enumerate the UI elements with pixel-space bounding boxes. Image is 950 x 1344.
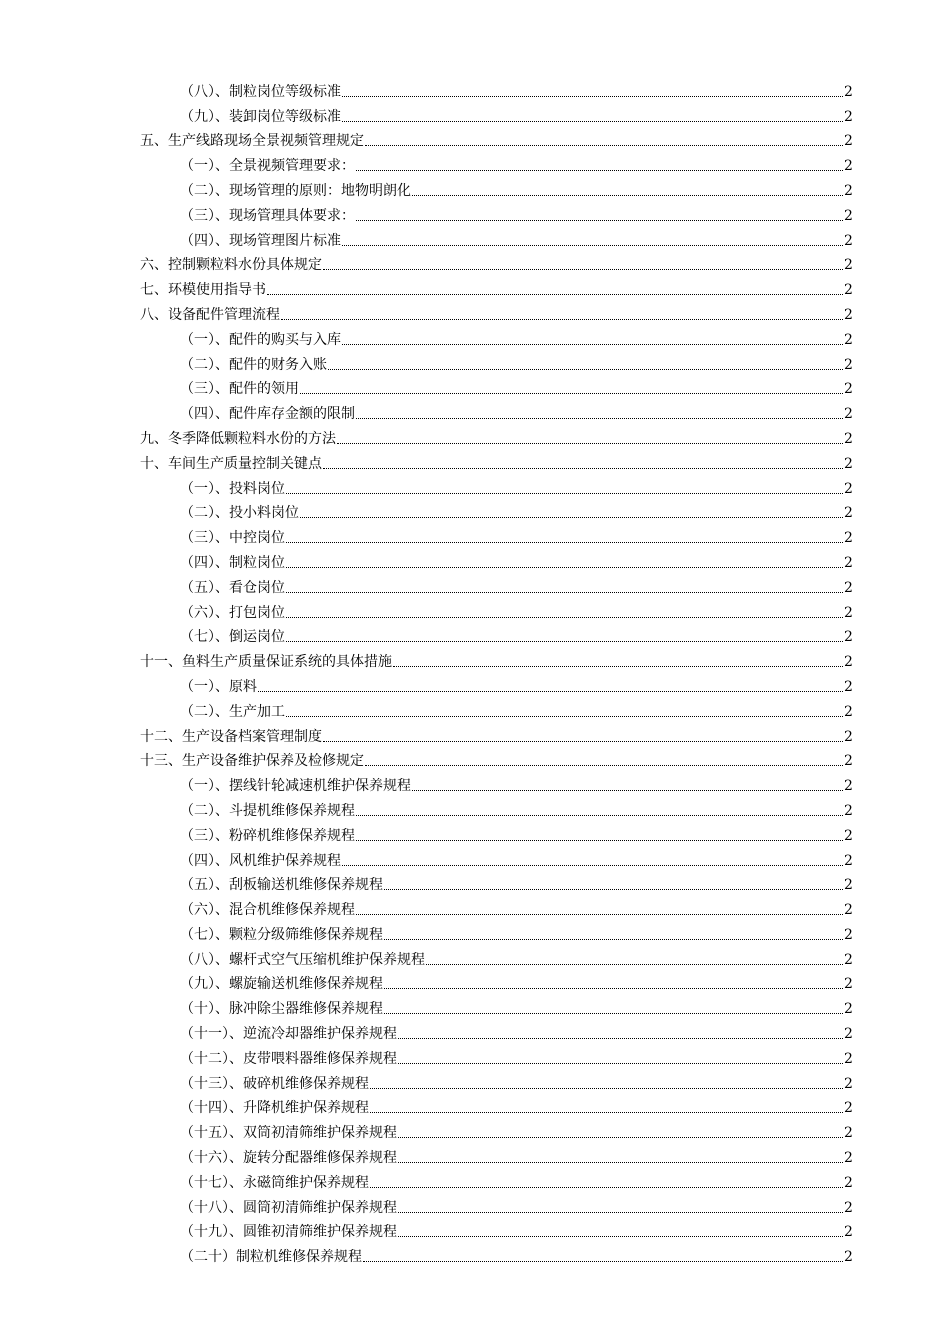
dot-leader [342, 343, 843, 345]
toc-entry-title: （一）、摆线针轮减速机维护保养规程 [180, 778, 411, 795]
toc-entry[interactable] [0, 274, 950, 299]
dot-leader [398, 1037, 843, 1039]
toc-entry[interactable] [0, 597, 950, 622]
toc-entry[interactable] [0, 1241, 950, 1266]
toc-entry[interactable] [0, 374, 950, 399]
dot-leader [342, 244, 843, 246]
dot-leader [286, 616, 843, 618]
dot-leader [398, 1062, 843, 1064]
dot-leader [370, 1186, 843, 1188]
toc-page-number: 2 [844, 1075, 853, 1092]
toc-page-number: 2 [844, 83, 853, 100]
toc-entry[interactable] [0, 448, 950, 473]
toc-entry-title: （八）、螺杆式空气压缩机维护保养规程 [180, 951, 425, 968]
toc-page-number: 2 [844, 406, 853, 423]
toc-entry[interactable] [0, 795, 950, 820]
toc-entry-title: 十三、生产设备维护保养及检修规定 [140, 753, 364, 770]
toc-entry-title: （十九）、圆锥初清筛维护保养规程 [180, 1224, 397, 1241]
dot-leader [356, 913, 843, 915]
toc-entry-title: （三）、粉碎机维修保养规程 [180, 827, 355, 844]
toc-page-number: 2 [844, 381, 853, 398]
toc-entry-title: 五、生产线路现场全景视频管理规定 [140, 133, 364, 150]
toc-page-number: 2 [844, 1026, 853, 1043]
toc-page-number: 2 [844, 579, 853, 596]
toc-entry[interactable] [0, 150, 950, 175]
toc-entry-title: （二）、配件的财务入账 [180, 356, 327, 373]
dot-leader [356, 169, 843, 171]
dot-leader [398, 1211, 843, 1213]
toc-entry[interactable] [0, 1167, 950, 1192]
dot-leader [412, 194, 843, 196]
toc-entry-title: （二）、生产加工 [180, 703, 285, 720]
toc-page-number: 2 [844, 703, 853, 720]
toc-entry[interactable] [0, 696, 950, 721]
toc-page-number: 2 [844, 133, 853, 150]
dot-leader [384, 888, 843, 890]
toc-entry[interactable] [0, 250, 950, 275]
toc-entry-title: （十六）、旋转分配器维修保养规程 [180, 1150, 397, 1167]
toc-entry-title: （一）、配件的购买与入库 [180, 331, 341, 348]
toc-page-number: 2 [844, 1150, 853, 1167]
toc-entry-title: （八）、制粒岗位等级标准 [180, 83, 341, 100]
toc-entry-title: （五）、看仓岗位 [180, 579, 285, 596]
toc-page-number: 2 [844, 331, 853, 348]
toc-entry[interactable] [0, 498, 950, 523]
toc-page-number: 2 [844, 455, 853, 472]
dot-leader [342, 864, 843, 866]
toc-entry-title: 十二、生产设备档案管理制度 [140, 728, 322, 745]
dot-leader [356, 417, 843, 419]
toc-page-number: 2 [844, 604, 853, 621]
toc-entry-title: （六）、混合机维修保养规程 [180, 902, 355, 919]
toc-page-number: 2 [844, 530, 853, 547]
toc-page-number: 2 [844, 654, 853, 671]
toc-entry-title: （三）、现场管理具体要求： [180, 207, 355, 224]
dot-leader [286, 541, 843, 543]
toc-entry[interactable] [0, 622, 950, 647]
toc-entry-title: 七、环模使用指导书 [140, 282, 266, 299]
dot-leader [426, 963, 843, 965]
dot-leader [300, 392, 843, 394]
dot-leader [323, 467, 843, 469]
toc-entry[interactable] [0, 894, 950, 919]
toc-entry-title: （十）、脉冲除尘器维修保养规程 [180, 1001, 383, 1018]
toc-entry-title: （十四）、升降机维护保养规程 [180, 1100, 369, 1117]
toc-entry[interactable] [0, 820, 950, 845]
toc-entry-title: （十二）、皮带喂料器维修保养规程 [180, 1050, 397, 1067]
toc-entry[interactable] [0, 1192, 950, 1217]
toc-page-number: 2 [844, 877, 853, 894]
toc-page-number: 2 [844, 753, 853, 770]
toc-page-number: 2 [844, 1224, 853, 1241]
toc-page-number: 2 [844, 108, 853, 125]
toc-entry-title: （四）、现场管理图片标准 [180, 232, 341, 249]
toc-entry[interactable] [0, 1018, 950, 1043]
toc-page-number: 2 [844, 480, 853, 497]
toc-entry[interactable] [0, 646, 950, 671]
toc-page-number: 2 [844, 852, 853, 869]
toc-entry[interactable] [0, 522, 950, 547]
toc-entry-title: （一）、全景视频管理要求： [180, 158, 355, 175]
toc-page-number: 2 [844, 1174, 853, 1191]
dot-leader [398, 1136, 843, 1138]
dot-leader [398, 1161, 843, 1163]
toc-page-number: 2 [844, 926, 853, 943]
toc-entry[interactable] [0, 349, 950, 374]
toc-entry-title: （三）、配件的领用 [180, 381, 299, 398]
toc-page-number: 2 [844, 1249, 853, 1266]
toc-entry[interactable] [0, 1043, 950, 1068]
dot-leader [328, 368, 843, 370]
dot-leader [365, 144, 843, 146]
toc-page-number: 2 [844, 951, 853, 968]
dot-leader [286, 566, 843, 568]
dot-leader [370, 1111, 843, 1113]
dot-leader [384, 1012, 843, 1014]
toc-page-number: 2 [844, 257, 853, 274]
toc-entry[interactable] [0, 919, 950, 944]
toc-entry[interactable] [0, 423, 950, 448]
toc-entry[interactable] [0, 1068, 950, 1093]
dot-leader [365, 764, 843, 766]
toc-entry-title: （五）、刮板输送机维修保养规程 [180, 877, 383, 894]
toc-entry-title: （一）、投料岗位 [180, 480, 285, 497]
toc-entry-title: （四）、制粒岗位 [180, 554, 285, 571]
dot-leader [267, 293, 843, 295]
toc-page-number: 2 [844, 505, 853, 522]
toc-entry[interactable] [0, 969, 950, 994]
toc-page-number: 2 [844, 306, 853, 323]
toc-page-number: 2 [844, 182, 853, 199]
toc-page-number: 2 [844, 1050, 853, 1067]
toc-page-number: 2 [844, 207, 853, 224]
dot-leader [286, 591, 843, 593]
toc-entry-title: （四）、风机维护保养规程 [180, 852, 341, 869]
toc-page-number: 2 [844, 902, 853, 919]
toc-entry-title: （十三）、破碎机维修保养规程 [180, 1075, 369, 1092]
dot-leader [337, 442, 843, 444]
toc-entry[interactable] [0, 721, 950, 746]
dot-leader [356, 814, 843, 816]
toc-entry[interactable] [0, 1142, 950, 1167]
dot-leader [398, 1235, 843, 1237]
dot-leader [323, 268, 843, 270]
toc-entry-title: （一）、原料 [180, 678, 257, 695]
toc-page-number: 2 [844, 1199, 853, 1216]
toc-page-number: 2 [844, 232, 853, 249]
dot-leader [286, 492, 843, 494]
toc-entry[interactable] [0, 175, 950, 200]
dot-leader [281, 318, 843, 320]
toc-entry-title: （四）、配件库存金额的限制 [180, 406, 355, 423]
toc-page-number: 2 [844, 802, 853, 819]
toc-entry-title: 十一、鱼料生产质量保证系统的具体措施 [140, 654, 392, 671]
toc-entry-title: （三）、中控岗位 [180, 530, 285, 547]
toc-entry[interactable] [0, 944, 950, 969]
toc-page-number: 2 [844, 356, 853, 373]
dot-leader [384, 938, 843, 940]
toc-entry[interactable] [0, 1093, 950, 1118]
toc-entry[interactable] [0, 572, 950, 597]
toc-entry[interactable] [0, 324, 950, 349]
dot-leader [363, 1260, 843, 1262]
dot-leader [384, 987, 843, 989]
toc-page-number: 2 [844, 1100, 853, 1117]
toc-entry-title: （二）、斗提机维修保养规程 [180, 802, 355, 819]
dot-leader [258, 690, 843, 692]
toc-entry[interactable] [0, 101, 950, 126]
toc-page-number: 2 [844, 1125, 853, 1142]
toc-entry-title: （七）、倒运岗位 [180, 629, 285, 646]
toc-entry[interactable] [0, 746, 950, 771]
toc-entry-title: （二）、现场管理的原则：地物明朗化 [180, 182, 411, 199]
toc-entry-title: （七）、颗粒分级筛维修保养规程 [180, 926, 383, 943]
toc-entry[interactable] [0, 473, 950, 498]
dot-leader [393, 665, 843, 667]
dot-leader [323, 740, 843, 742]
toc-entry[interactable] [0, 225, 950, 250]
toc-entry-title: （十八）、圆筒初清筛维护保养规程 [180, 1199, 397, 1216]
toc-entry[interactable] [0, 870, 950, 895]
toc-entry-title: 六、控制颗粒料水份具体规定 [140, 257, 322, 274]
toc-entry-title: （二十）制粒机维修保养规程 [180, 1249, 362, 1266]
dot-leader [286, 640, 843, 642]
toc-entry-title: （十五）、双筒初清筛维护保养规程 [180, 1125, 397, 1142]
toc-page-number: 2 [844, 976, 853, 993]
toc-page-number: 2 [844, 282, 853, 299]
toc-entry-title: （九）、装卸岗位等级标准 [180, 108, 341, 125]
toc-entry[interactable] [0, 993, 950, 1018]
toc-entry-title: 九、冬季降低颗粒料水份的方法 [140, 430, 336, 447]
toc-page-number: 2 [844, 678, 853, 695]
toc-page-number: 2 [844, 827, 853, 844]
dot-leader [412, 789, 843, 791]
toc-page-number: 2 [844, 158, 853, 175]
toc-entry[interactable] [0, 547, 950, 572]
toc-entry-title: （九）、螺旋输送机维修保养规程 [180, 976, 383, 993]
dot-leader [300, 516, 843, 518]
toc-entry[interactable] [0, 671, 950, 696]
toc-page-number: 2 [844, 430, 853, 447]
toc-page-number: 2 [844, 778, 853, 795]
toc-entry[interactable] [0, 76, 950, 101]
dot-leader [286, 715, 843, 717]
toc-entry-title: （二）、投小料岗位 [180, 505, 299, 522]
table-of-contents [0, 76, 950, 1266]
toc-page-number: 2 [844, 1001, 853, 1018]
toc-page-number: 2 [844, 554, 853, 571]
dot-leader [356, 219, 843, 221]
toc-entry[interactable] [0, 398, 950, 423]
toc-entry-title: （十一）、逆流冷却器维护保养规程 [180, 1026, 397, 1043]
toc-entry[interactable] [0, 200, 950, 225]
toc-entry-title: （十七）、永磁筒维护保养规程 [180, 1174, 369, 1191]
dot-leader [356, 839, 843, 841]
toc-page-number: 2 [844, 629, 853, 646]
toc-entry[interactable] [0, 1117, 950, 1142]
toc-entry[interactable] [0, 770, 950, 795]
dot-leader [370, 1087, 843, 1089]
toc-entry[interactable] [0, 1217, 950, 1242]
toc-entry[interactable] [0, 845, 950, 870]
toc-entry-title: 十、车间生产质量控制关键点 [140, 455, 322, 472]
toc-entry-title: 八、设备配件管理流程 [140, 306, 280, 323]
toc-entry[interactable] [0, 299, 950, 324]
dot-leader [342, 120, 843, 122]
toc-page-number: 2 [844, 728, 853, 745]
toc-entry-title: （六）、打包岗位 [180, 604, 285, 621]
toc-entry[interactable] [0, 126, 950, 151]
dot-leader [342, 95, 843, 97]
